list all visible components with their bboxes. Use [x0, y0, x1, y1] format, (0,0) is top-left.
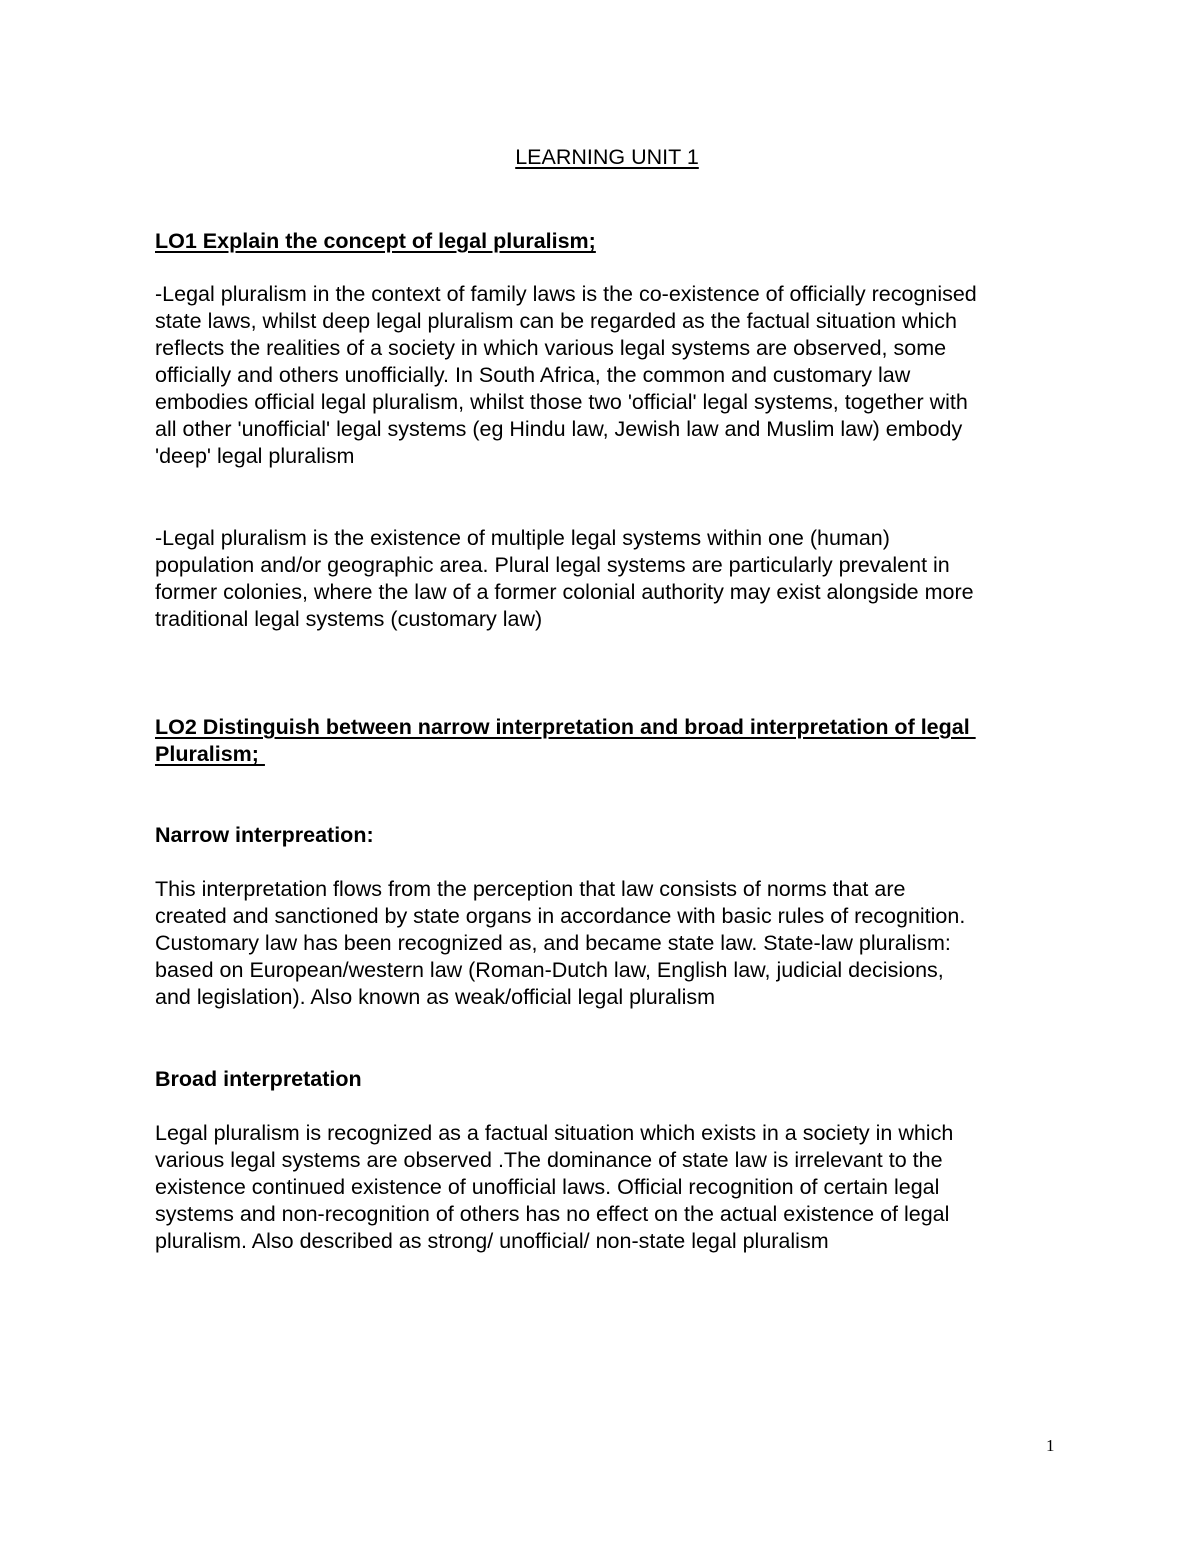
text-line: traditional legal systems (customary law)	[155, 607, 543, 631]
broad-interpretation-heading: Broad interpretation	[155, 1067, 362, 1091]
text-line: Legal pluralism is recognized as a factual situation which exists in a society in which	[155, 1121, 954, 1145]
text-line: former colonies, where the law of a former colonial authority may exist alongside more	[155, 580, 974, 604]
text-line: created and sanctioned by state organs in accordance with basic rules of recognition.	[155, 904, 966, 928]
broad-interpretation-paragraph	[155, 1120, 1065, 1255]
text-line: systems and non-recognition of others has no effect on the actual existence of legal	[155, 1202, 950, 1226]
text-line: reflects the realities of a society in which various legal systems are observed, some	[155, 336, 947, 360]
text-line: -Legal pluralism is the existence of multiple legal systems within one (human)	[155, 526, 890, 550]
lo1-heading: LO1 Explain the concept of legal pluralism;	[155, 229, 596, 253]
text-line: Customary law has been recognized as, and became state law. State-law pluralism:	[155, 931, 951, 955]
text-line: 'deep' legal pluralism	[155, 444, 355, 468]
text-line: and legislation). Also known as weak/official legal pluralism	[155, 985, 716, 1009]
text-line: various legal systems are observed .The dominance of state law is irrelevant to the	[155, 1148, 943, 1172]
heading-line: LO2 Distinguish between narrow interpretation and broad interpretation of legal	[155, 715, 976, 739]
lo2-heading	[155, 714, 1065, 768]
text-line: state laws, whilst deep legal pluralism can be regarded as the factual situation which	[155, 309, 957, 333]
text-line: based on European/western law (Roman-Dutch law, English law, judicial decisions,	[155, 958, 944, 982]
page-number: 1	[1046, 1436, 1055, 1455]
text-line: existence continued existence of unofficial laws. Official recognition of certain legal	[155, 1175, 940, 1199]
lo1-paragraph-1	[155, 281, 1065, 470]
document-title: LEARNING UNIT 1	[515, 145, 699, 169]
text-line: all other 'unofficial' legal systems (eg Hindu law, Jewish law and Muslim law) embody	[155, 417, 963, 441]
text-line: officially and others unofficially. In South Africa, the common and customary law	[155, 363, 911, 387]
heading-line: Pluralism;	[155, 742, 265, 766]
text-line: This interpretation flows from the perception that law consists of norms that are	[155, 877, 906, 901]
text-line: population and/or geographic area. Plural legal systems are particularly prevalent in	[155, 553, 950, 577]
text-line: -Legal pluralism in the context of family laws is the co-existence of officially recognised	[155, 282, 977, 306]
narrow-interpretation-heading: Narrow interpreation:	[155, 823, 374, 847]
text-line: embodies official legal pluralism, whilst those two 'official' legal systems, together with	[155, 390, 968, 414]
text-line: pluralism. Also described as strong/ unofficial/ non-state legal pluralism	[155, 1229, 829, 1253]
lo1-paragraph-2	[155, 525, 1065, 633]
narrow-interpretation-paragraph	[155, 876, 1065, 1011]
